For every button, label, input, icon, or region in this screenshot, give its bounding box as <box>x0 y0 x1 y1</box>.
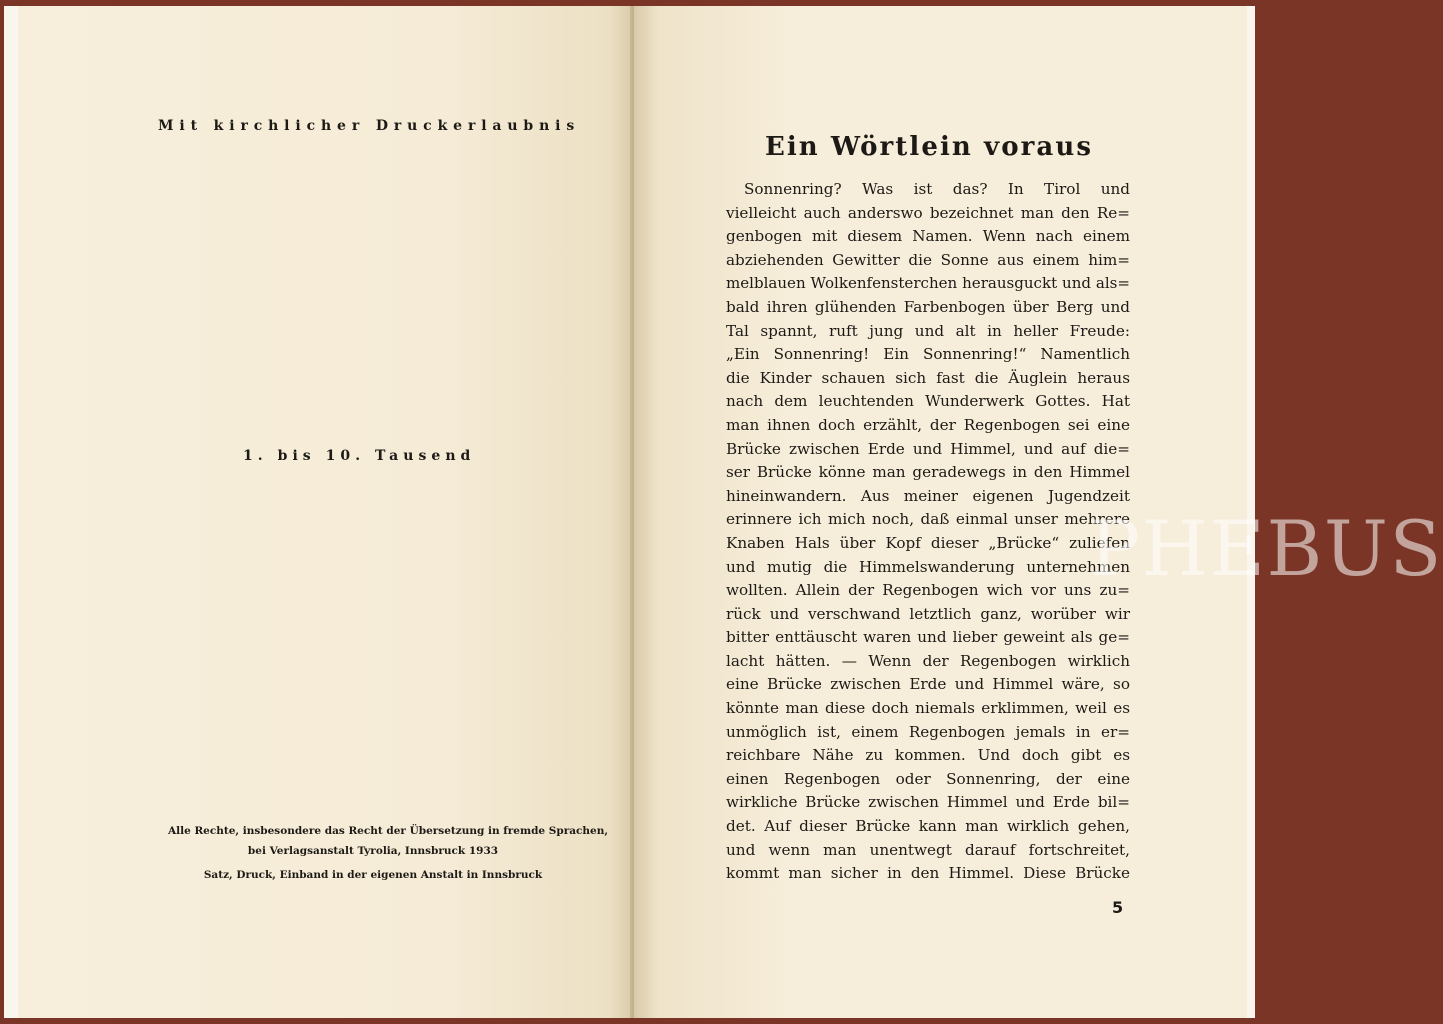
text-line: erinnere ich mich noch, daß einmal unser mehrere <box>726 510 1130 529</box>
text-line: genbogen mit diesem Namen. Wenn nach einem <box>726 227 1130 246</box>
text-line: lacht hätten. — Wenn der Regenbogen wirklich <box>726 651 1130 670</box>
text-line: könnte man diese doch niemals erklimmen, weil es <box>726 699 1130 718</box>
text-line: und mutig die Himmelswanderung unternehmen <box>726 557 1130 576</box>
text-line: ser Brücke könne man geradewegs in den Himmel <box>726 463 1130 482</box>
text-line: Tal spannt, ruft jung und alt in heller Freude: <box>726 321 1130 340</box>
text-line: nach dem leuchtenden Wunderwerk Gottes. Hat <box>726 392 1130 411</box>
text-line: rück und verschwand letztlich ganz, worüber wir <box>726 604 1130 623</box>
text-line: unmöglich ist, einem Regenbogen jemals in er= <box>726 722 1130 741</box>
text-line: und wenn man unentwegt darauf fortschreitet, <box>726 840 1130 859</box>
text-line: reichbare Nähe zu kommen. Und doch gibt es <box>726 746 1130 765</box>
text-line: Sonnenring? Was ist das? In Tirol und <box>744 180 1130 198</box>
text-line: wollten. Allein der Regenbogen wich vor uns zu= <box>726 581 1130 600</box>
text-line: abziehenden Gewitter die Sonne aus einem him= <box>726 250 1130 269</box>
text-line: „Ein Sonnenring! Ein Sonnenring!“ Namentlich <box>726 345 1130 364</box>
rights-line: bei Verlagsanstalt Tyrolia, Innsbruck 1933 <box>247 845 499 857</box>
text-line: kommt man sicher in den Himmel. Diese Brücke <box>726 864 1130 883</box>
text-line: wirkliche Brücke zwischen Himmel und Erde bil= <box>726 793 1130 812</box>
text-line: Brücke zwischen Erde und Himmel, und auf die= <box>726 439 1130 458</box>
right-page <box>634 6 1443 1018</box>
text-line: hineinwandern. Aus meiner eigenen Jugendzeit <box>726 486 1130 505</box>
edition-line: 1. bis 10. Tausend <box>243 448 476 464</box>
text-line: eine Brücke zwischen Erde und Himmel wäre, so <box>726 675 1130 694</box>
text-line: die Kinder schauen sich fast die Äuglein heraus <box>726 368 1130 387</box>
text-line: vielleicht auch anderswo bezeichnet man den Re= <box>726 203 1130 222</box>
text-line: det. Auf dieser Brücke kann man wirklich gehen, <box>726 817 1130 836</box>
text-line: man ihnen doch erzählt, der Regenbogen sei eine <box>726 415 1130 434</box>
text-line: Knaben Hals über Kopf dieser „Brücke“ zuliefen <box>726 533 1130 552</box>
page-number: 5 <box>1112 898 1124 917</box>
text-line: melblauen Wolkenfensterchen herausguckt und als= <box>726 274 1130 293</box>
left-page <box>4 6 634 1018</box>
text-line: bitter enttäuscht waren und lieber geweint als ge= <box>726 628 1130 647</box>
text-line: einen Regenbogen oder Sonnenring, der eine <box>726 769 1130 788</box>
rights-notice <box>168 821 609 885</box>
imprimatur-line: Mit kirchlicher Druckerlaubnis <box>158 118 581 134</box>
printing-line: Satz, Druck, Einband in der eigenen Anstalt in Innsbruck <box>203 869 543 881</box>
chapter-title: Ein Wörtlein voraus <box>764 132 1094 162</box>
rights-line: Alle Rechte, insbesondere das Recht der Übersetzung in fremde Sprachen, <box>168 825 609 837</box>
watermark: PHEBUS <box>1089 504 1443 593</box>
open-book <box>4 6 1443 1018</box>
body-text <box>726 178 1130 886</box>
text-line: bald ihren glühenden Farbenbogen über Berg und <box>726 297 1130 316</box>
